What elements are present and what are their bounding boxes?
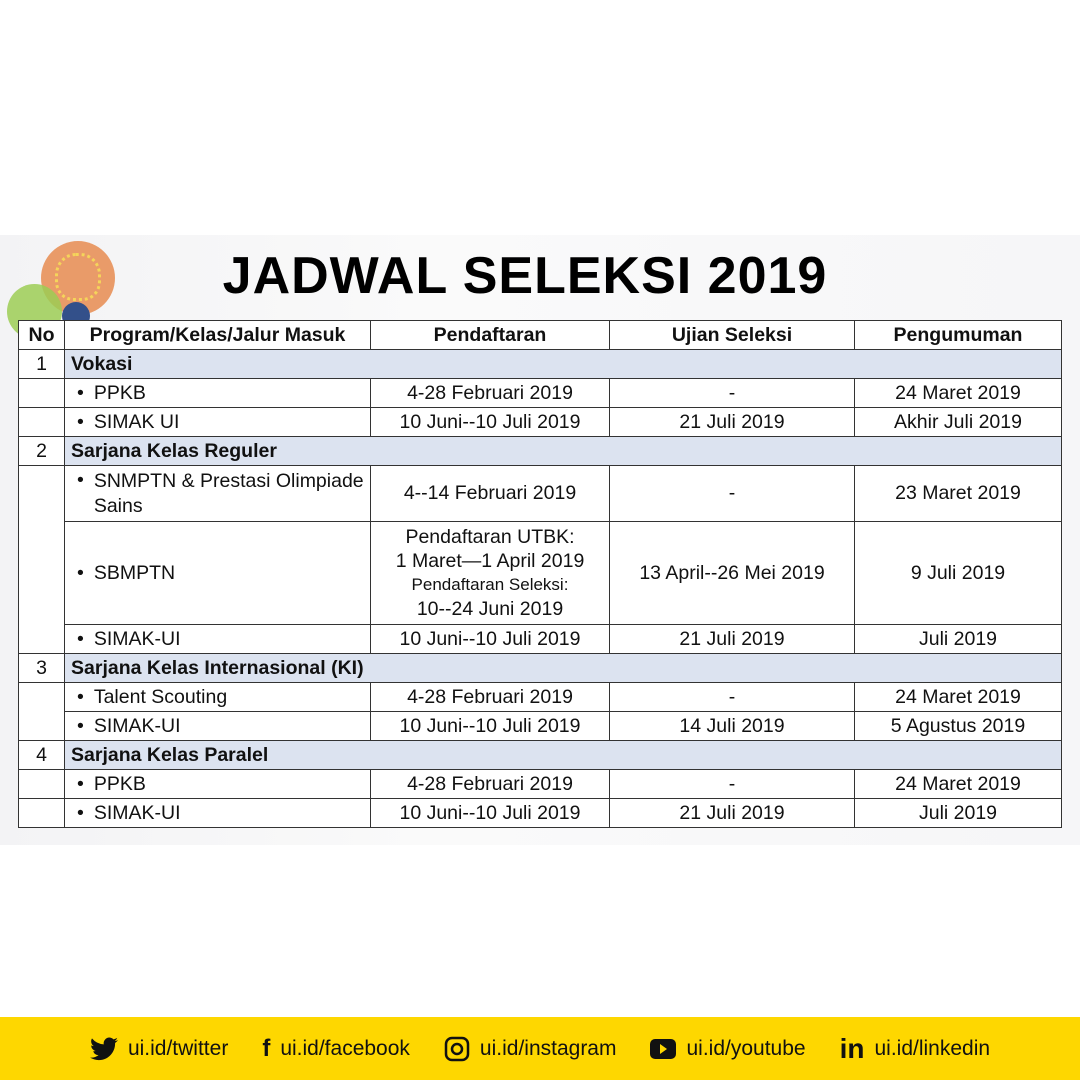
program-cell: • SIMAK UI bbox=[65, 408, 371, 437]
group-name: Sarjana Kelas Internasional (KI) bbox=[65, 654, 1062, 683]
program-cell: • SIMAK-UI bbox=[65, 712, 371, 741]
page-title: JADWAL SELEKSI 2019 bbox=[222, 247, 828, 305]
pendaftaran-cell: 10 Juni--10 Juli 2019 bbox=[371, 408, 610, 437]
header-no: No bbox=[19, 321, 65, 350]
ujian-cell: 21 Juli 2019 bbox=[610, 799, 855, 828]
pengumuman-cell: Juli 2019 bbox=[855, 799, 1062, 828]
youtube-link[interactable] bbox=[650, 1037, 805, 1061]
program-cell: • SIMAK-UI bbox=[65, 625, 371, 654]
empty-cell bbox=[19, 379, 65, 408]
group-row bbox=[19, 437, 1062, 466]
empty-cell bbox=[19, 683, 65, 741]
group-name: Sarjana Kelas Reguler bbox=[65, 437, 1062, 466]
ujian-cell: - bbox=[610, 770, 855, 799]
group-no: 4 bbox=[19, 741, 65, 770]
social-footer bbox=[0, 1017, 1080, 1080]
pengumuman-cell: 24 Maret 2019 bbox=[855, 683, 1062, 712]
ujian-cell: 21 Juli 2019 bbox=[610, 408, 855, 437]
pengumuman-cell: 5 Agustus 2019 bbox=[855, 712, 1062, 741]
program-cell: • SBMPTN bbox=[65, 522, 371, 625]
program-cell: • PPKB bbox=[65, 379, 371, 408]
group-row bbox=[19, 350, 1062, 379]
facebook-label: ui.id/facebook bbox=[280, 1036, 410, 1060]
pendaftaran-line: 10--24 Juni 2019 bbox=[416, 598, 564, 620]
empty-cell bbox=[19, 770, 65, 799]
group-no: 2 bbox=[19, 437, 65, 466]
group-no: 1 bbox=[19, 350, 65, 379]
empty-cell bbox=[19, 799, 65, 828]
pendaftaran-line: Pendaftaran UTBK: bbox=[405, 526, 575, 548]
ujian-cell: - bbox=[610, 379, 855, 408]
facebook-icon: f bbox=[262, 1034, 271, 1062]
group-name: Vokasi bbox=[65, 350, 1062, 379]
ujian-cell: - bbox=[610, 466, 855, 522]
twitter-link[interactable] bbox=[90, 1037, 228, 1061]
table-row bbox=[19, 712, 1062, 741]
schedule-table bbox=[18, 320, 1062, 828]
twitter-label: ui.id/twitter bbox=[127, 1036, 229, 1060]
linkedin-label: ui.id/linkedin bbox=[874, 1036, 991, 1060]
header-ujian: Ujian Seleksi bbox=[610, 321, 855, 350]
table-row bbox=[19, 770, 1062, 799]
pendaftaran-cell: 4-28 Februari 2019 bbox=[371, 683, 610, 712]
pendaftaran-cell: 10 Juni--10 Juli 2019 bbox=[371, 625, 610, 654]
program-cell: • PPKB bbox=[65, 770, 371, 799]
header-program: Program/Kelas/Jalur Masuk bbox=[65, 321, 371, 350]
pendaftaran-cell: 10 Juni--10 Juli 2019 bbox=[371, 799, 610, 828]
table-row bbox=[19, 625, 1062, 654]
youtube-icon bbox=[650, 1039, 676, 1059]
table-header bbox=[19, 321, 1062, 350]
ujian-cell: - bbox=[610, 683, 855, 712]
pendaftaran-cell: 4-28 Februari 2019 bbox=[371, 770, 610, 799]
pendaftaran-cell: 4--14 Februari 2019 bbox=[371, 466, 610, 522]
table-row bbox=[19, 799, 1062, 828]
table-row bbox=[19, 408, 1062, 437]
ujian-cell: 21 Juli 2019 bbox=[610, 625, 855, 654]
group-name: Sarjana Kelas Paralel bbox=[65, 741, 1062, 770]
header-pendaftaran: Pendaftaran bbox=[371, 321, 610, 350]
table-row bbox=[19, 379, 1062, 408]
table-row bbox=[19, 466, 1062, 522]
facebook-link[interactable] bbox=[262, 1035, 410, 1063]
instagram-link[interactable] bbox=[444, 1036, 617, 1062]
pengumuman-cell: 24 Maret 2019 bbox=[855, 770, 1062, 799]
pendaftaran-line: 1 Maret—1 April 2019 bbox=[395, 550, 585, 572]
group-row bbox=[19, 741, 1062, 770]
twitter-icon bbox=[90, 1037, 118, 1061]
header-pengumuman: Pengumuman bbox=[855, 321, 1062, 350]
ujian-cell: 13 April--26 Mei 2019 bbox=[610, 522, 855, 625]
table-row bbox=[19, 683, 1062, 712]
pendaftaran-cell bbox=[371, 522, 610, 625]
pendaftaran-line: Pendaftaran Seleksi: bbox=[411, 575, 569, 594]
youtube-label: ui.id/youtube bbox=[686, 1036, 806, 1060]
pendaftaran-cell: 4-28 Februari 2019 bbox=[371, 379, 610, 408]
pendaftaran-cell: 10 Juni--10 Juli 2019 bbox=[371, 712, 610, 741]
pengumuman-cell: Akhir Juli 2019 bbox=[855, 408, 1062, 437]
instagram-icon bbox=[444, 1036, 470, 1062]
group-row bbox=[19, 654, 1062, 683]
linkedin-icon: in bbox=[839, 1032, 865, 1064]
pengumuman-cell: 23 Maret 2019 bbox=[855, 466, 1062, 522]
empty-cell bbox=[19, 408, 65, 437]
table-row bbox=[19, 522, 1062, 625]
ujian-cell: 14 Juli 2019 bbox=[610, 712, 855, 741]
pengumuman-cell: 24 Maret 2019 bbox=[855, 379, 1062, 408]
empty-cell bbox=[19, 466, 65, 654]
pengumuman-cell: Juli 2019 bbox=[855, 625, 1062, 654]
program-cell: • SNMPTN & Prestasi Olimpiade Sains bbox=[65, 466, 371, 522]
linkedin-link[interactable] bbox=[840, 1033, 990, 1065]
pengumuman-cell: 9 Juli 2019 bbox=[855, 522, 1062, 625]
group-no: 3 bbox=[19, 654, 65, 683]
program-cell: • Talent Scouting bbox=[65, 683, 371, 712]
program-cell: • SIMAK-UI bbox=[65, 799, 371, 828]
instagram-label: ui.id/instagram bbox=[479, 1036, 617, 1060]
